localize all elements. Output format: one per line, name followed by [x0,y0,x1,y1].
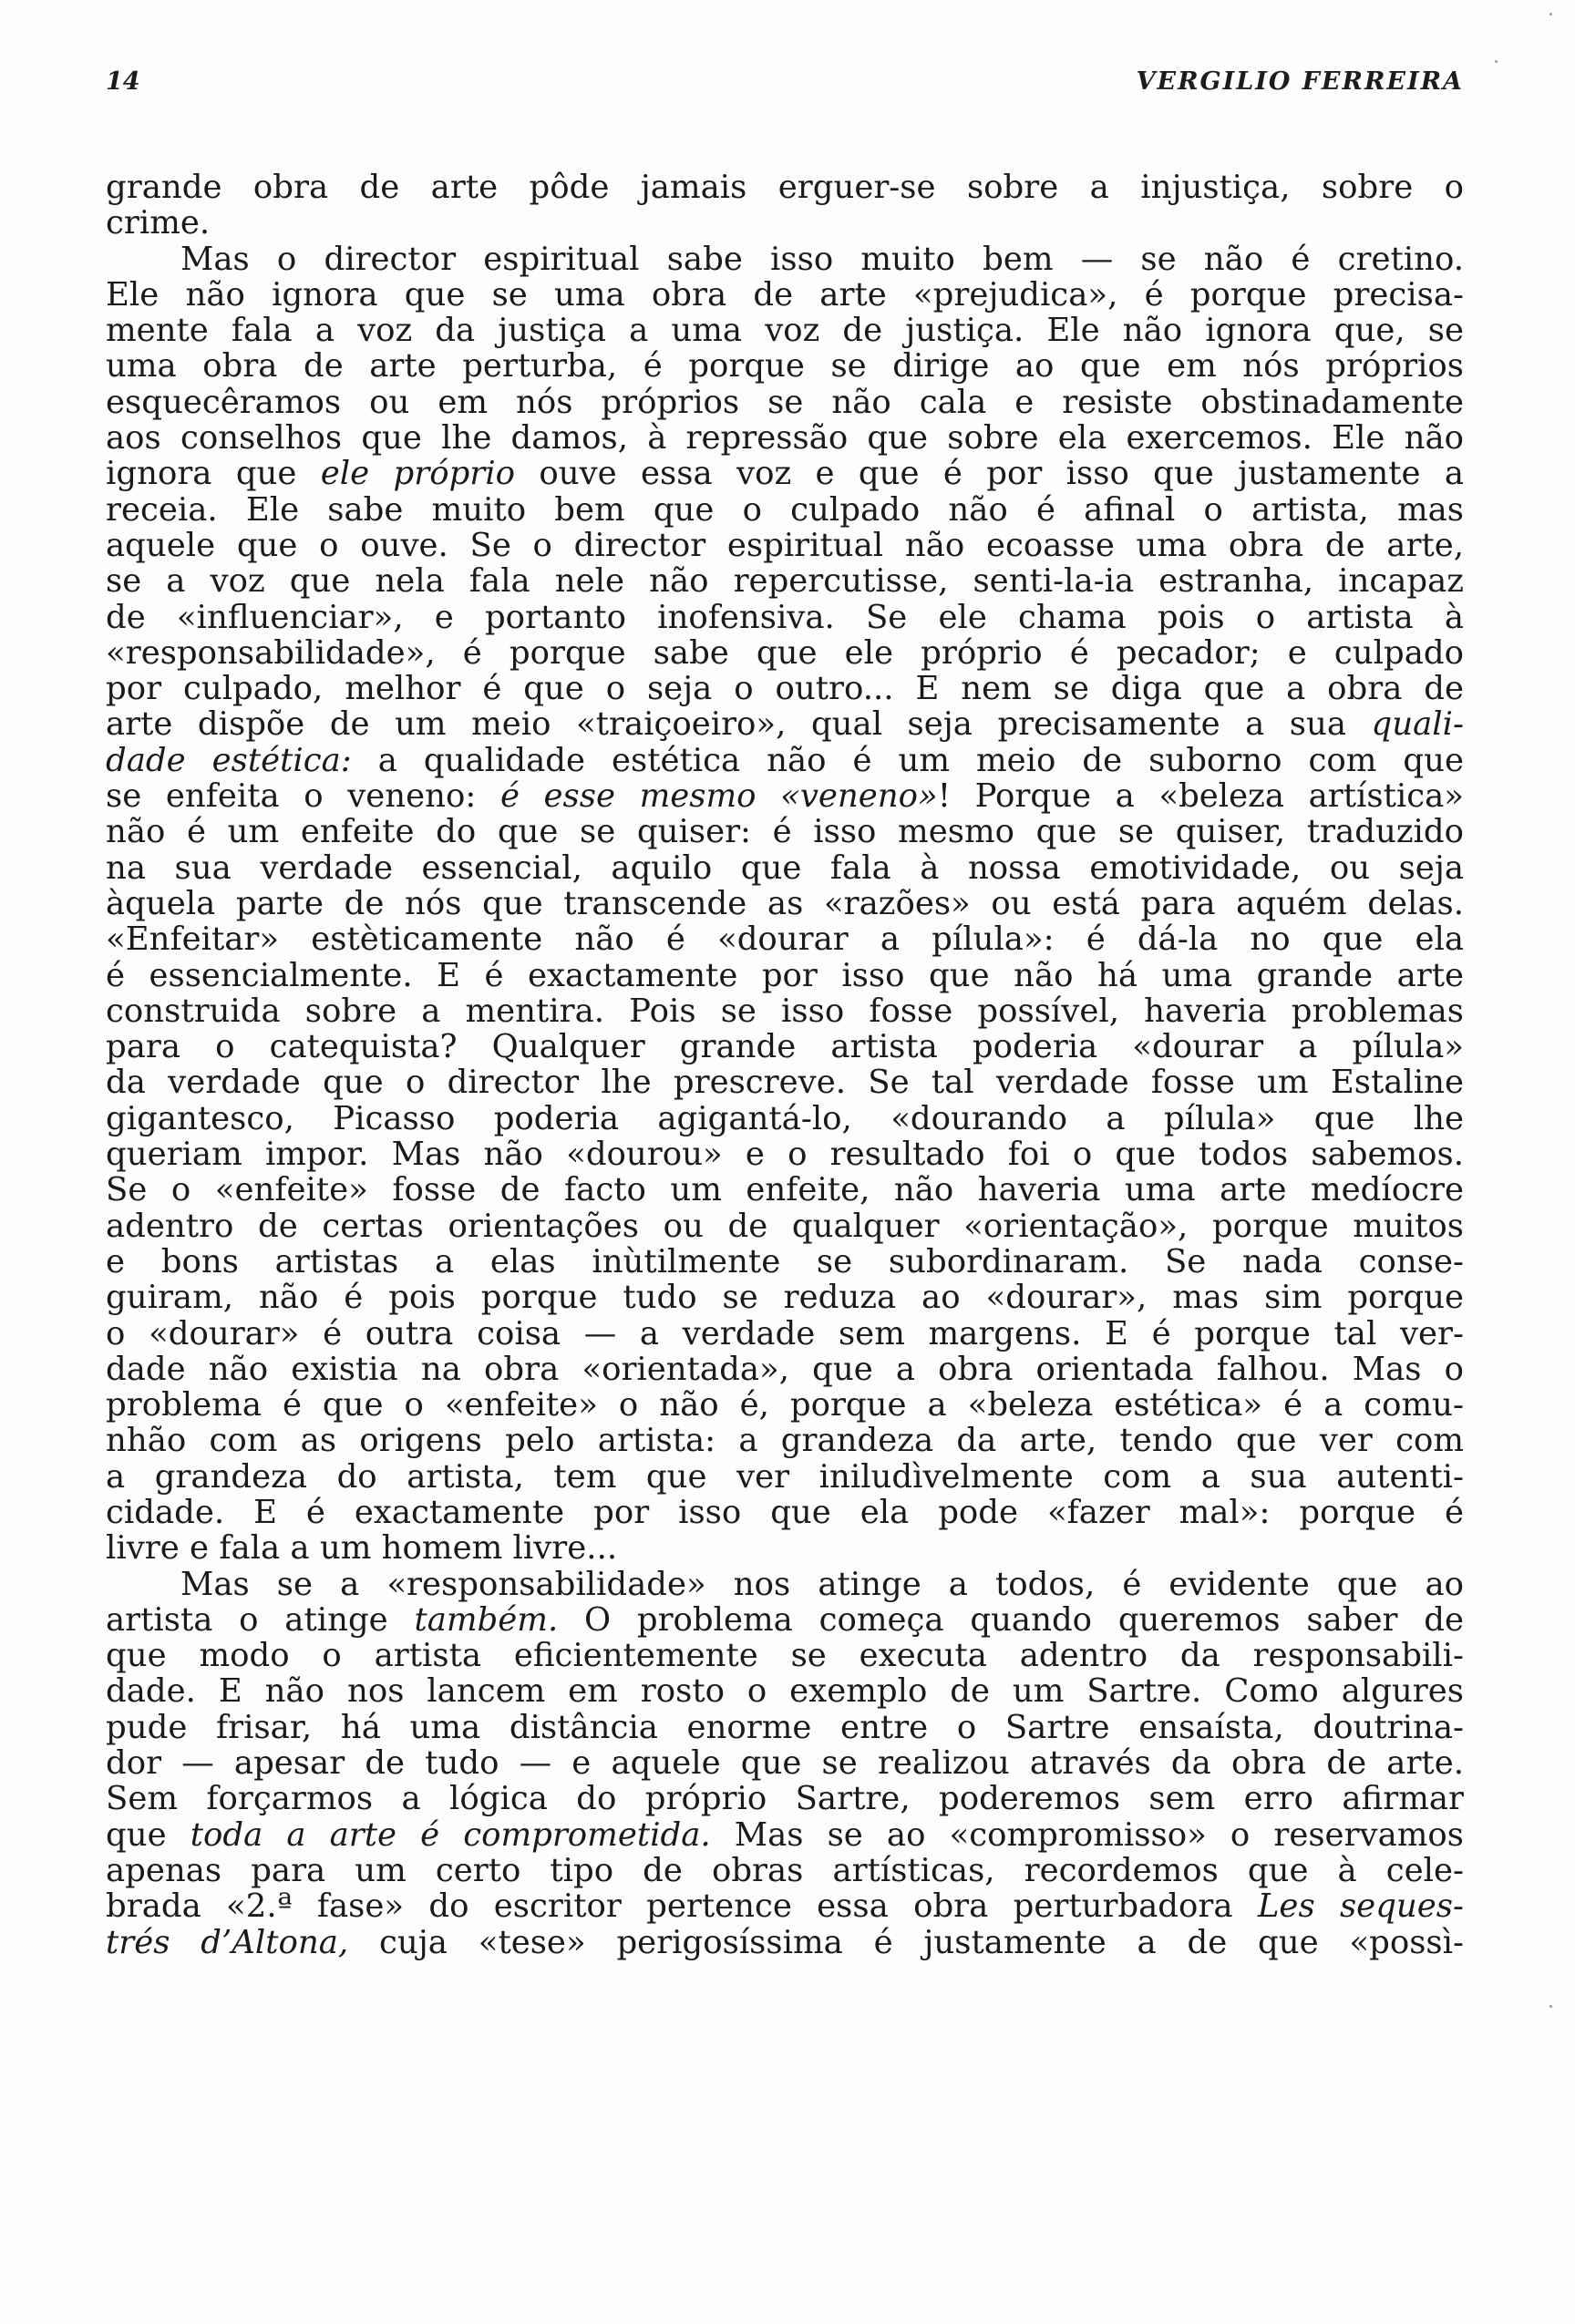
text-segment: pude frisar, há uma distância enorme entre o Sartre ensaísta, doutrina- [106,1709,1464,1746]
text-segment: grande obra de arte pôde jamais erguer-se sobre a injustiça, sobre o [106,170,1464,206]
text-segment: a grandeza do artista, tem que ver iniludìvelmente com a sua autenti- [106,1458,1464,1495]
text-segment: se enfeita o veneno: [106,778,500,815]
italic-text: Les seques- [1257,1888,1464,1925]
text-segment: Se o «enfeite» fosse de facto um enfeite, não haveria uma arte medíocre [106,1172,1464,1208]
text-segment: crime. [106,204,211,242]
italic-text: toda a arte é comprometida. [190,1816,711,1853]
text-segment: àquela parte de nós que transcende as «razões» ou está para aquém delas. [106,885,1464,922]
text-segment: ouve essa voz e que é por isso que justamente a [515,456,1464,492]
text-line [106,1423,1464,1458]
running-title: VERGILIO FERREIRA [1136,67,1464,96]
text-line [106,1387,1464,1423]
italic-text: também. [414,1601,559,1639]
text-line [106,1710,1464,1745]
italic-text: trés d’Altona, [106,1924,349,1960]
text-segment: ignora que [106,456,321,492]
italic-text: dade estética: [106,742,352,779]
text-line [106,1530,1464,1566]
text-line [106,671,1464,706]
text-segment: dor — apesar de tudo — e aquele que se realizou através da obra de arte. [106,1745,1464,1782]
text-line [106,1029,1464,1064]
text-segment: receia. Ele sabe muito bem que o culpado não é afinal o artista, mas [106,491,1464,528]
text-line [106,600,1464,635]
text-line [106,1244,1464,1280]
text-line [106,1136,1464,1172]
text-segment: Mas o director espiritual sabe isso muito bem — se não é cretino. [180,241,1464,277]
text-line [106,1888,1464,1924]
text-segment: arte dispõe de um meio «traiçoeiro», qual seja precisamente a sua [106,706,1372,743]
text-line [106,1172,1464,1208]
text-segment: Mas se ao «compromisso» o reservamos [710,1816,1464,1853]
text-line [106,528,1464,563]
text-segment: guiram, não é pois porque tudo se reduza ao «dourar», mas sim porque [106,1280,1464,1316]
text-line [106,1064,1464,1100]
text-segment: «Enfeitar» estèticamente não é «dourar a pílula»: é dá-la no que ela [106,921,1464,958]
text-line [106,814,1464,849]
text-line [106,1638,1464,1673]
text-line [106,348,1464,384]
text-line [106,993,1464,1029]
text-segment: dade não existia na obra «orientada», que a obra orientada falhou. Mas o [106,1351,1464,1388]
text-line [106,1495,1464,1530]
paper-speck [1495,60,1498,63]
text-segment: Ele não ignora que se uma obra de arte «prejudica», é porque precisa- [106,276,1464,314]
text-segment: cuja «tese» perigosíssima é justamente a de que «possì- [348,1924,1464,1960]
text-line [106,1781,1464,1816]
text-line [106,743,1464,778]
text-line [106,1316,1464,1352]
page-number: 14 [106,67,140,96]
text-line [106,420,1464,456]
text-line [106,1459,1464,1495]
text-segment: cidade. E é exactamente por isso que ela pode «fazer mal»: porque é [106,1494,1464,1531]
text-line [106,242,1464,277]
text-line [106,958,1464,993]
text-segment: o «dourar» é outra coisa — a verdade sem margens. E é porque tal ver- [106,1315,1464,1352]
text-line [106,1925,1464,1960]
text-segment: adentro de certas orientações ou de qualquer «orientação», porque muitos [106,1208,1464,1244]
text-segment: Sem forçarmos a lógica do próprio Sartre, poderemos sem erro afirmar [106,1781,1464,1817]
text-line [106,170,1464,205]
text-segment: não é um enfeite do que se quiser: é isso mesmo que se quiser, traduzido [106,814,1464,850]
text-line [106,205,1464,241]
text-segment: esquecêramos ou em nós próprios se não cala e resiste obstinadamente [106,384,1464,421]
text-segment: mente fala a voz da justiça a uma voz de justiça. Ele não ignora que, se [106,313,1464,349]
text-line [106,385,1464,420]
text-segment: artista o atinge [106,1601,415,1639]
text-segment: e bons artistas a elas inùtilmente se subordinaram. Se nada conse- [106,1243,1464,1280]
text-line [106,1853,1464,1888]
running-head [106,67,1464,104]
text-line [106,778,1464,814]
text-line [106,456,1464,491]
text-segment: uma obra de arte perturba, é porque se dirige ao que em nós próprios [106,348,1464,385]
text-segment: que [106,1816,190,1853]
text-segment: da verdade que o director lhe prescreve. Se tal verdade fosse um Estaline [106,1064,1464,1101]
text-segment: «responsabilidade», é porque sabe que ele próprio é pecador; e culpado [106,634,1464,672]
italic-text: é esse mesmo «veneno» [499,778,938,815]
paper-speck [1549,2005,1552,2008]
text-line [106,635,1464,671]
text-segment: de «influenciar», e portanto inofensiva. Se ele chama pois o artista à [106,599,1464,635]
text-segment: é essencialmente. E é exactamente por isso que não há uma grande arte [106,957,1464,993]
text-line [106,1101,1464,1136]
text-line [106,886,1464,921]
text-segment: aquele que o ouve. Se o director espiritual não ecoasse uma obra de arte, [106,527,1464,564]
text-line [106,313,1464,348]
text-line [106,1817,1464,1853]
paper-speck [1549,13,1552,15]
text-segment: livre e fala a um homem livre... [106,1529,618,1568]
text-line [106,1745,1464,1781]
text-line [106,1352,1464,1387]
text-segment: problema é que o «enfeite» o não é, porque a «beleza estética» é a comu- [106,1387,1464,1424]
text-line [106,277,1464,313]
text-segment: ! Porque a «beleza artística» [937,778,1464,815]
text-segment: a qualidade estética não é um meio de suborno com que [351,742,1464,779]
text-line [106,1602,1464,1638]
italic-text: quali- [1371,706,1464,743]
text-line [106,850,1464,886]
text-segment: O problema começa quando queremos saber de [558,1601,1464,1639]
text-segment: gigantesco, Picasso poderia agigantá-lo, «dourando a pílula» que lhe [106,1100,1464,1137]
text-segment: Mas se a «responsabilidade» nos atinge a todos, é evidente que ao [180,1566,1464,1602]
text-line [106,1567,1464,1602]
text-segment: construida sobre a mentira. Pois se isso fosse possível, haveria problemas [106,992,1464,1030]
text-line [106,921,1464,957]
text-line [106,563,1464,599]
text-segment: por culpado, melhor é que o seja o outro... E nem se diga que a obra de [106,671,1464,707]
text-line [106,492,1464,528]
text-line [106,1280,1464,1315]
text-segment: brada «2.ª fase» do escritor pertence essa obra perturbadora [106,1888,1258,1925]
text-line [106,1208,1464,1244]
text-segment: dade. E não nos lancem em rosto o exemplo de um Sartre. Como algures [106,1673,1464,1710]
body-text [106,170,1464,1960]
text-line [106,1673,1464,1709]
text-segment: queriam impor. Mas não «dourou» e o resultado foi o que todos sabemos. [106,1136,1464,1173]
text-segment: que modo o artista eficientemente se executa adentro da responsabili- [106,1638,1464,1674]
text-segment: nhão com as origens pelo artista: a grandeza da arte, tendo que ver com [106,1423,1464,1459]
text-segment: apenas para um certo tipo de obras artísticas, recordemos que à cele- [106,1852,1464,1889]
text-segment: aos conselhos que lhe damos, à repressão que sobre ela exercemos. Ele não [106,420,1464,457]
text-segment: na sua verdade essencial, aquilo que fala à nossa emotividade, ou seja [106,849,1464,886]
italic-text: ele próprio [320,456,516,492]
text-segment: se a voz que nela fala nele não repercutisse, senti-la-ia estranha, incapaz [106,563,1464,600]
text-segment: para o catequista? Qualquer grande artista poderia «dourar a pílula» [106,1029,1464,1065]
text-line [106,706,1464,742]
